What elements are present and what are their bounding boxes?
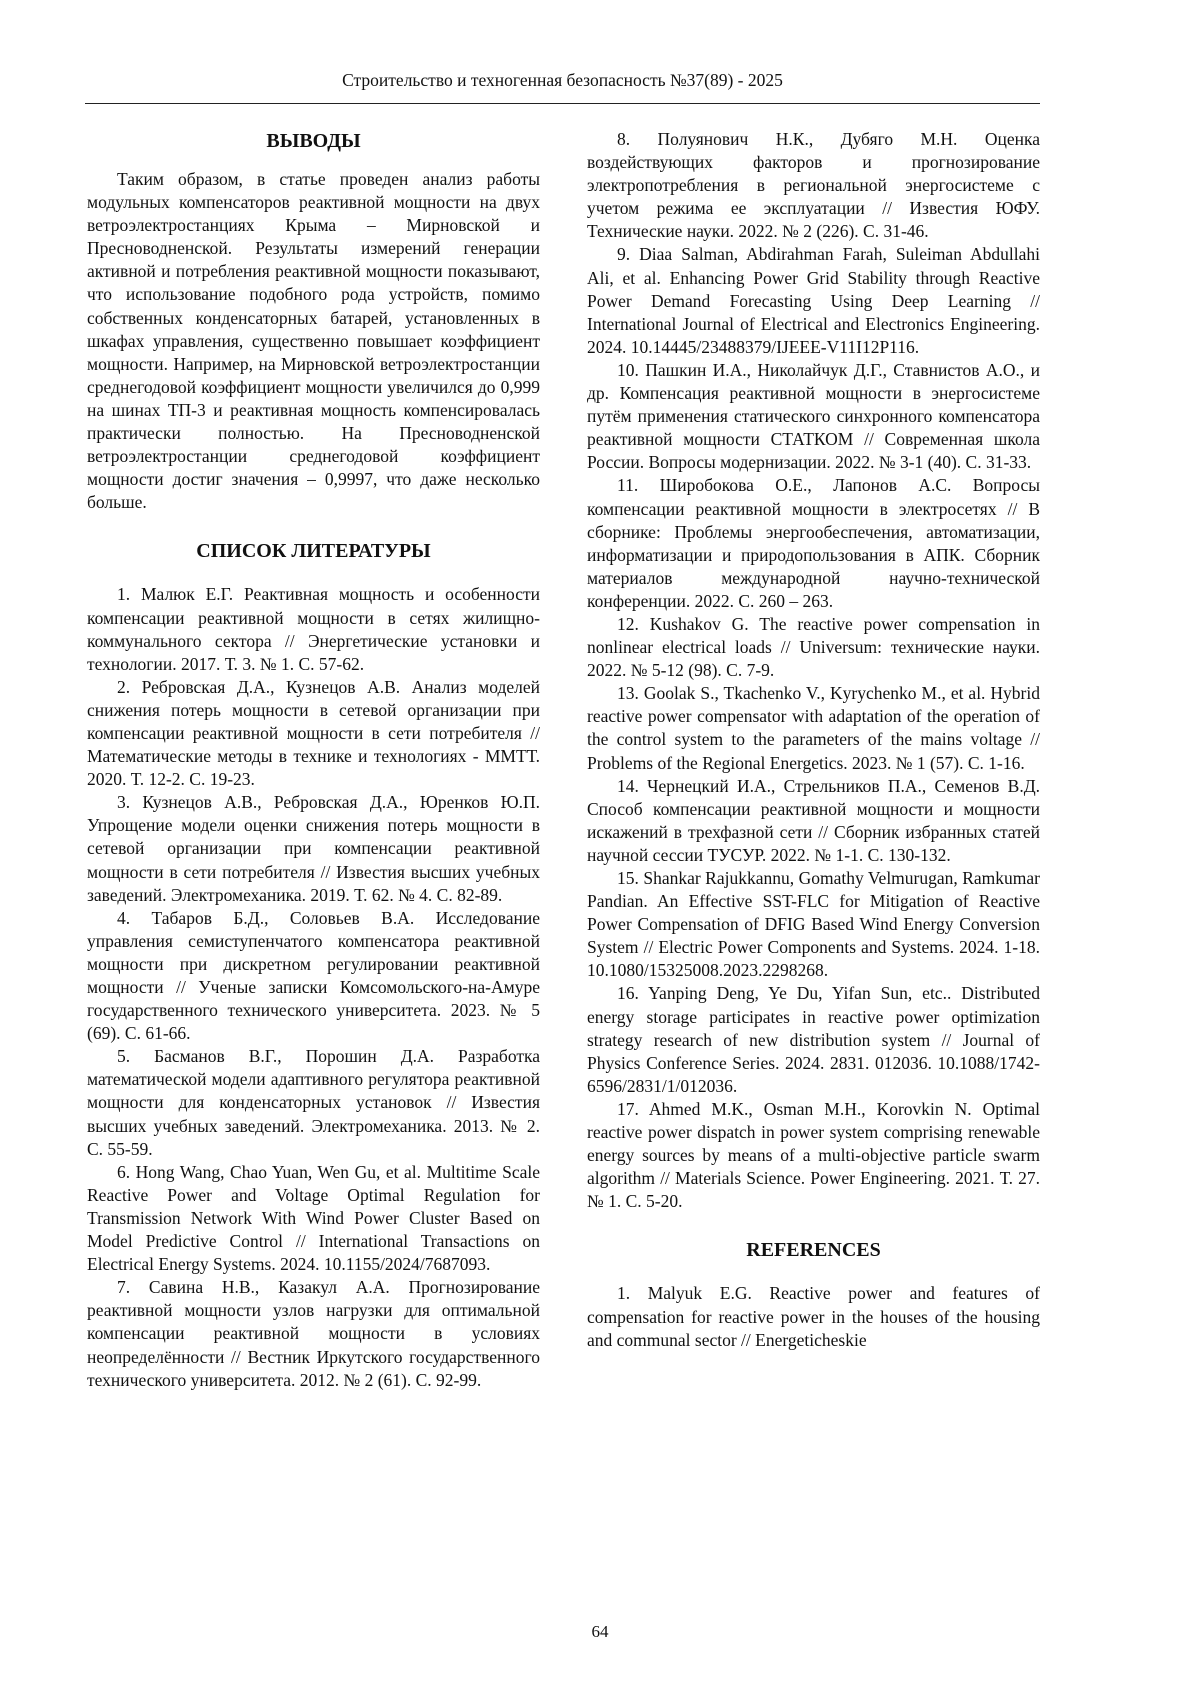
left-column [87,128,540,1392]
reference-item: 1. Малюк Е.Г. Реактивная мощность и особенности компенсации реактивной мощности в сетях жилищно-коммунального сектора // Энергетические установки и технологии. 2017. Т. 3. № 1. С. 57-62. [87,584,540,674]
reference-item: 6. Hong Wang, Chao Yuan, Wen Gu, et al. Multitime Scale Reactive Power and Voltage Optimal Regulation for Transmission Network With Wind Power Cluster Based on Model Predictive Control // International Transactions on Electrical Energy Systems. 2024. 10.1155/2024/7687093. [87,1161,540,1275]
reference-item: 11. Широбокова О.Е., Лапонов А.С. Вопросы компенсации реактивной мощности в электросетях // В сборнике: Проблемы энергообеспечения, автоматизации, информатизации и природопользования в АПК. Сборник материалов международной научно-технической конференции. 2022. С. 260 – 263. [587,475,1040,611]
running-header: Строительство и техногенная безопасность №37(89) - 2025 [342,70,783,90]
reference-item-en: 1. Malyuk E.G. Reactive power and features of compensation for reactive power in the houses of the housing and communal sector // Energeticheskie [587,1283,1040,1350]
reference-item: 7. Савина Н.В., Казакул А.А. Прогнозирование реактивной мощности узлов нагрузки для оптимальной компенсации реактивной мощности в условиях неопределённости // Вестник Иркутского государственного технического университета. 2012. № 2 (61). С. 92-99. [87,1277,540,1390]
references-heading: REFERENCES [746,1239,881,1262]
reference-item: 17. Ahmed M.K., Osman M.H., Korovkin N. Optimal reactive power dispatch in power system comprising renewable energy sources by means of a multi-objective particle swarm algorithm // Materials Science. Power Engineering. 2021. Т. 27. № 1. С. 5-20. [587,1098,1040,1212]
right-column [587,128,1040,1352]
reference-item: 9. Diaa Salman, Abdirahman Farah, Suleiman Abdullahi Ali, et al. Enhancing Power Grid Stability through Reactive Power Demand Forecasting Using Deep Learning // International Journal of Electrical and Electronics Engineering. 2024. 10.14445/23488379/IJEEE-V11I12P116. [587,244,1040,357]
reference-item: 2. Ребровская Д.А., Кузнецов А.В. Анализ моделей снижения потерь мощности в сетевой организации при компенсации реактивной мощности в сети потребителя // Математические методы в технике и технологиях - ММТТ. 2020. Т. 12-2. С. 19-23. [87,676,540,790]
reference-item: 3. Кузнецов А.В., Ребровская Д.А., Юренков Ю.П. Упрощение модели оценки снижения потерь мощности в сетевой организации при компенсации реактивной мощности в сети потребителя // Известия высших учебных заведений. Электромеханика. 2019. Т. 62. № 4. С. 82-89. [87,792,540,905]
bibliography-heading: СПИСОК ЛИТЕРАТУРЫ [196,540,431,563]
reference-item: 10. Пашкин И.А., Николайчук Д.Г., Ставнистов А.О., и др. Компенсация реактивной мощности в энергосистеме путём применения статического синхронного компенсатора реактивной мощности СТАТКОМ // Современная школа России. Вопросы модернизации. 2022. № 3-1 (40). С. 31-33. [587,359,1040,473]
reference-item: 14. Чернецкий И.А., Стрельников П.А., Семенов В.Д. Способ компенсации реактивной мощности и мощности искажений в трехфазной сети // Сборник избранных статей научной сессии ТУСУР. 2022. № 1-1. С. 130-132. [587,775,1040,865]
reference-item: 16. Yanping Deng, Ye Du, Yifan Sun, etc.. Distributed energy storage participates in reactive power optimization strategy research of new distribution system // Journal of Physics Conference Series. 2024. 2831. 012036. 10.1088/1742-6596/2831/1/012036. [587,983,1040,1096]
reference-item: 5. Басманов В.Г., Порошин Д.А. Разработка математической модели адаптивного регулятора реактивной мощности для конденсаторных установок // Известия высших учебных заведений. Электромеханика. 2013. № 2. С. 55-59. [87,1046,540,1159]
reference-item: 15. Shankar Rajukkannu, Gomathy Velmurugan, Ramkumar Pandian. An Effective SST-FLC for Mitigation of Reactive Power Compensation of DFIG Based Wind Energy Conversion System // Electric Power Components and Systems. 2024. 1-18. 10.1080/15325008.2023.2298268. [587,868,1040,981]
reference-item: 12. Kushakov G. The reactive power compensation in nonlinear electrical loads // Universum: технические науки. 2022. № 5-12 (98). С. 7-9. [587,613,1040,681]
reference-item: 8. Полуянович Н.К., Дубяго М.Н. Оценка воздействующих факторов и прогнозирование электропотребления в региональной энергосистеме с учетом режима ее эксплуатации // Известия ЮФУ. Технические науки. 2022. № 2 (226). С. 31-46. [587,129,1040,242]
reference-item: 13. Goolak S., Tkachenko V., Kyrychenko M., et al. Hybrid reactive power compensator with adaptation of the operation of the control system to the parameters of the mains voltage // Problems of the Regional Energetics. 2023. № 1 (57). С. 1-16. [587,683,1040,773]
conclusions-heading: ВЫВОДЫ [266,130,361,152]
page-number: 64 [591,1622,609,1641]
reference-item: 4. Табаров Б.Д., Соловьев В.А. Исследование управления семиступенчатого компенсатора реактивной мощности при дискретном регулировании реактивной мощности // Ученые записки Комсомольского-на-Амуре государственного технического университета. 2023. № 5 (69). С. 61-66. [87,907,540,1044]
header-rule [85,103,1040,104]
conclusions-paragraph: Таким образом, в статье проведен анализ работы модульных компенсаторов реактивной мощности на двух ветроэлектростанциях Крыма – Мирновской и Пресноводненской. Результаты измерений генерации активной и потребления реактивной мощности показывают, что использование подобного рода устройств, помимо собственных конденсаторных батарей, установленных в шкафах управления, существенно повышает коэффициент мощности. Например, на Мирновской ветроэлектростанции среднегодовой коэффициент мощности увеличился до 0,999 на шинах ТП-3 и реактивная мощность компенсировалась практически полностью. На Пресноводненской ветроэлектростанции среднегодовой коэффициент мощности достиг значения – 0,9997, что даже несколько больше. [87,169,540,513]
